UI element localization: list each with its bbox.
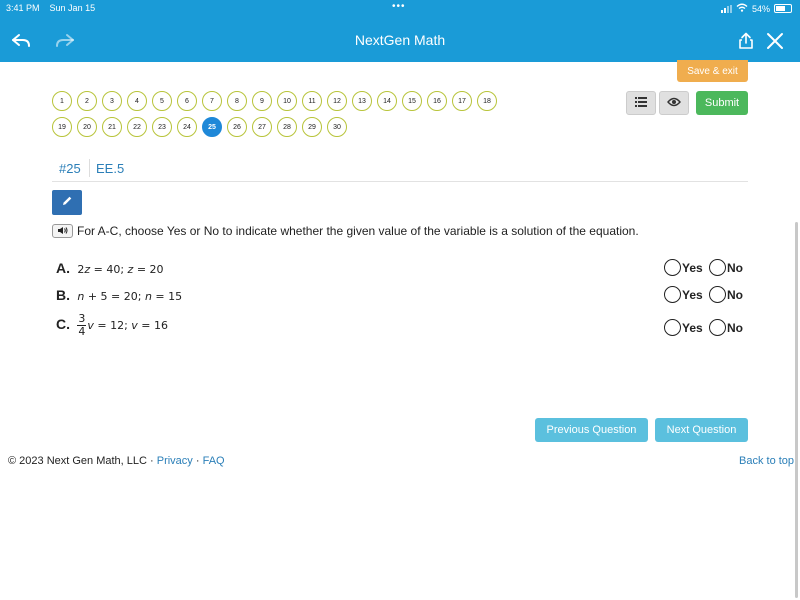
pencil-icon bbox=[61, 194, 73, 212]
item-c bbox=[56, 313, 168, 338]
copyright: © 2023 Next Gen Math, LLC · bbox=[8, 455, 157, 467]
question-number-2[interactable]: 2 bbox=[77, 91, 97, 111]
question-number-8[interactable]: 8 bbox=[227, 91, 247, 111]
header-divider bbox=[89, 159, 90, 177]
question-number-17[interactable]: 17 bbox=[452, 91, 472, 111]
wifi-icon bbox=[736, 3, 748, 14]
item-equation: $\frac{3}{4}$ v = 12; v = 16 bbox=[78, 312, 169, 338]
item-label: C. bbox=[56, 315, 70, 332]
question-number-19[interactable]: 19 bbox=[52, 117, 72, 137]
page-title: NextGen Math bbox=[354, 32, 446, 48]
question-number-18[interactable]: 18 bbox=[477, 91, 497, 111]
item-c-yes[interactable]: Yes bbox=[664, 319, 703, 336]
question-number-30[interactable]: 30 bbox=[327, 117, 347, 137]
radio-button[interactable] bbox=[709, 286, 726, 303]
app-header bbox=[0, 18, 800, 62]
radio-button[interactable] bbox=[664, 286, 681, 303]
status-time: 3:41 PM Sun Jan 15 bbox=[6, 3, 96, 13]
close-icon[interactable] bbox=[762, 28, 788, 54]
radio-button[interactable] bbox=[709, 259, 726, 276]
battery-percent: 54% bbox=[751, 3, 770, 14]
preview-button[interactable] bbox=[659, 91, 689, 115]
question-number-14[interactable]: 14 bbox=[377, 91, 397, 111]
footer bbox=[8, 455, 225, 467]
privacy-link[interactable]: Privacy bbox=[156, 455, 193, 467]
radio-button[interactable] bbox=[664, 259, 681, 276]
item-c-no[interactable]: No bbox=[709, 319, 743, 336]
question-number-26[interactable]: 26 bbox=[227, 117, 247, 137]
fraction: $\frac{3}{4}$ bbox=[78, 312, 86, 338]
item-b bbox=[56, 287, 182, 303]
share-icon[interactable] bbox=[733, 28, 759, 54]
speaker-icon bbox=[57, 222, 69, 240]
question-number-9[interactable]: 9 bbox=[252, 91, 272, 111]
item-equation: n + 5 = 20; n = 15 bbox=[77, 290, 183, 303]
question-number-27[interactable]: 27 bbox=[252, 117, 272, 137]
question-number-5[interactable]: 5 bbox=[152, 91, 172, 111]
status-bar bbox=[0, 0, 800, 18]
read-aloud-button[interactable] bbox=[52, 224, 73, 238]
question-instruction: For A-C, choose Yes or No to indicate whether the given value of the variable is a solution of the equation. bbox=[77, 224, 639, 238]
question-header bbox=[52, 157, 748, 182]
faq-link[interactable]: FAQ bbox=[202, 455, 225, 467]
annotate-button[interactable] bbox=[52, 190, 82, 215]
list-view-button[interactable] bbox=[626, 91, 656, 115]
item-a bbox=[56, 260, 164, 276]
question-number-22[interactable]: 22 bbox=[127, 117, 147, 137]
scrollbar[interactable] bbox=[795, 222, 798, 598]
question-number-21[interactable]: 21 bbox=[102, 117, 122, 137]
next-question-button[interactable]: Next Question bbox=[655, 418, 748, 442]
save-exit-button[interactable]: Save & exit bbox=[677, 60, 748, 82]
eye-icon bbox=[667, 94, 681, 112]
question-number-3[interactable]: 3 bbox=[102, 91, 122, 111]
question-number-16[interactable]: 16 bbox=[427, 91, 447, 111]
question-navigator bbox=[52, 91, 502, 143]
question-number-29[interactable]: 29 bbox=[302, 117, 322, 137]
question-number-24[interactable]: 24 bbox=[177, 117, 197, 137]
question-number-6[interactable]: 6 bbox=[177, 91, 197, 111]
footer-separator: · bbox=[192, 455, 203, 467]
item-a-yes[interactable]: Yes bbox=[664, 259, 703, 276]
question-number-1[interactable]: 1 bbox=[52, 91, 72, 111]
item-equation: 2z = 40; z = 20 bbox=[77, 263, 164, 276]
radio-button[interactable] bbox=[709, 319, 726, 336]
question-number-12[interactable]: 12 bbox=[327, 91, 347, 111]
question-number-4[interactable]: 4 bbox=[127, 91, 147, 111]
question-number-13[interactable]: 13 bbox=[352, 91, 372, 111]
battery-icon bbox=[774, 4, 792, 13]
multitask-dots[interactable]: ••• bbox=[392, 1, 406, 12]
question-number-10[interactable]: 10 bbox=[277, 91, 297, 111]
question-number-11[interactable]: 11 bbox=[302, 91, 322, 111]
submit-button[interactable]: Submit bbox=[696, 91, 748, 115]
item-label: B. bbox=[56, 287, 70, 303]
list-icon bbox=[635, 94, 647, 112]
question-number: #25 bbox=[59, 161, 81, 176]
signal-icon bbox=[721, 5, 732, 13]
item-b-yes[interactable]: Yes bbox=[664, 286, 703, 303]
question-number-15[interactable]: 15 bbox=[402, 91, 422, 111]
status-icons bbox=[721, 3, 792, 14]
item-label: A. bbox=[56, 260, 70, 276]
back-to-top-link[interactable]: Back to top bbox=[739, 455, 795, 467]
question-number-7[interactable]: 7 bbox=[202, 91, 222, 111]
question-number-25[interactable]: 25 bbox=[202, 117, 222, 137]
question-number-28[interactable]: 28 bbox=[277, 117, 297, 137]
question-row-1 bbox=[52, 91, 502, 111]
previous-question-button[interactable]: Previous Question bbox=[535, 418, 648, 442]
radio-button[interactable] bbox=[664, 319, 681, 336]
question-row-2 bbox=[52, 117, 502, 137]
question-number-23[interactable]: 23 bbox=[152, 117, 172, 137]
question-number-20[interactable]: 20 bbox=[77, 117, 97, 137]
item-b-no[interactable]: No bbox=[709, 286, 743, 303]
question-standard: EE.5 bbox=[96, 161, 125, 176]
item-a-no[interactable]: No bbox=[709, 259, 743, 276]
